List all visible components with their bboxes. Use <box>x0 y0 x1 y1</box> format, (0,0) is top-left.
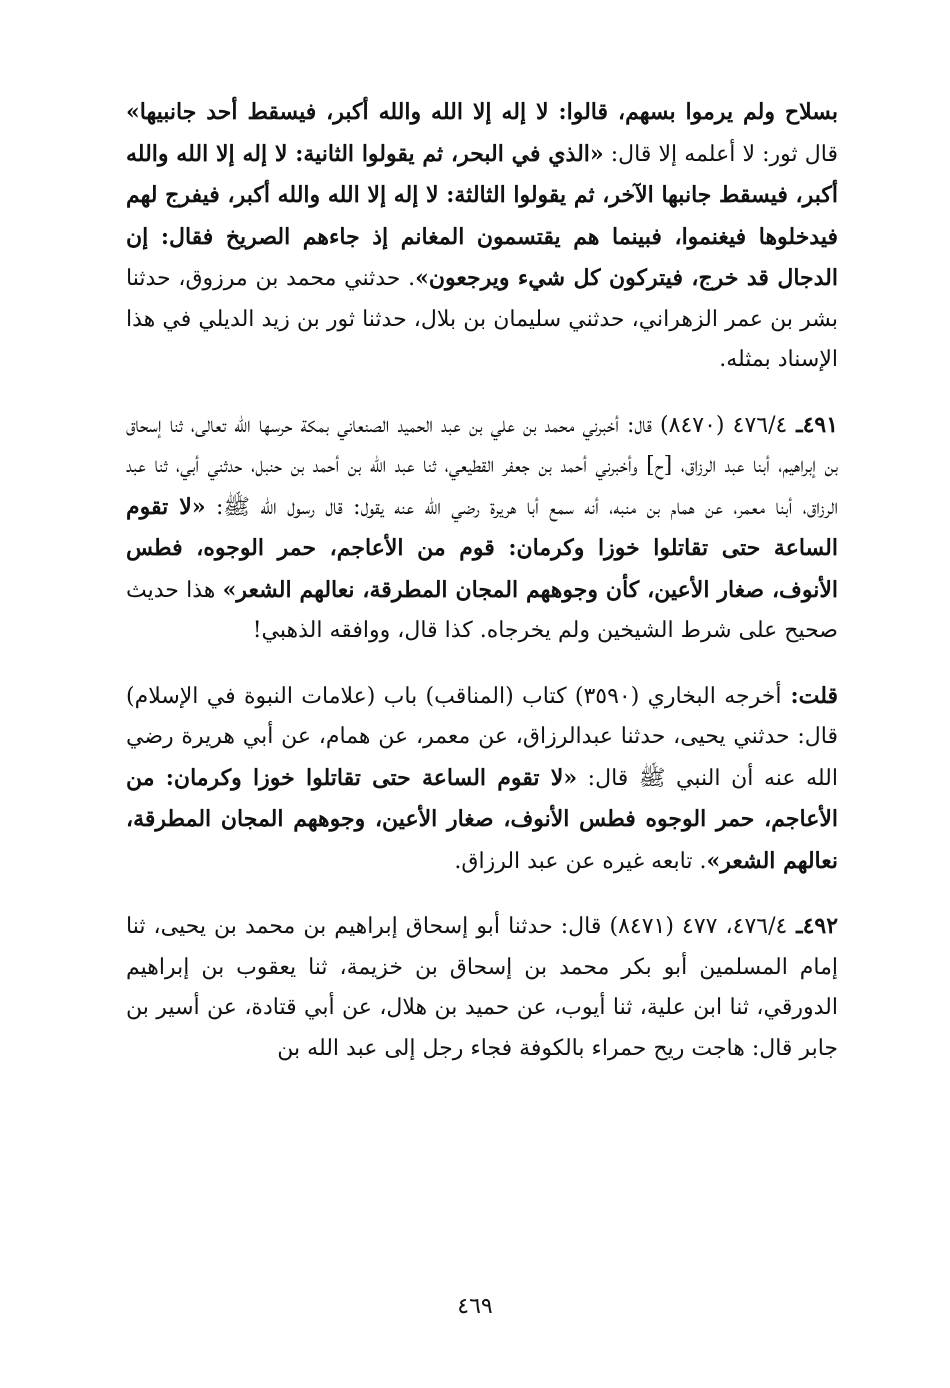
text-span: . تابعه غيره عن عبد الرزاق. <box>454 848 707 874</box>
note-label: قلت: <box>781 682 838 709</box>
page-number: ٤٦٩ <box>457 1294 493 1319</box>
text-span: ٤٧٦/٤ (٨٤٧٠) قال: أخبرني محمد بن علي بن عبد الحميد الصنعاني بمكة حرسها الله تعالى، ثنا إسحاق بن إبراهيم، أبنا عبد الرزاق، [ح] وأخبرني أحمد بن جعفر القطيعي، ثنا عبد الله بن أحمد بن حنبل، حدثني أبي، ثنا عبد الرزاق، أبنا معمر، عن همام بن منبه، أنه سمع أبا هريرة رضي الله عنه يقول: قال رسول الله ﷺ: <box>126 412 838 520</box>
text-span: «لا تقوم الساعة حتى تقاتلوا خوزا وكرمان: من الأعاجم، حمر الوجوه فطس الأنوف، صغار الأعين، وجوههم المجان المطرقة، نعالهم الشعر» <box>126 764 838 874</box>
text-span: «الذي في البحر، ثم يقولوا الثانية: لا إله إلا الله والله أكبر، فيسقط جانبها الآخر، ثم يقولوا الثالثة: لا إله إلا الله والله أكبر، فيفرج لهم فيدخلوها فيغنموا، فبينما هم يقتسمون المغانم إذ جاءهم الصريخ فقال: إن الدجال قد خرج، فيتركون كل شيء ويرجعون» <box>126 140 838 291</box>
text-span: . حدثني محمد بن مرزوق، حدثنا بشر بن عمر الزهراني، حدثني سليمان بن بلال، حدثنا ثور بن زيد الديلي في هذا الإسناد بمثله. <box>126 266 838 372</box>
paragraph-continuation <box>126 92 838 381</box>
text-span: بسلاح ولم يرموا بسهم، قالوا: لا إله إلا الله والله أكبر، فيسقط أحد جانبيها» <box>126 99 838 125</box>
hadith-number: ٤٩٢ـ <box>787 913 839 939</box>
hadith-number: ٤٩١ـ <box>787 411 839 438</box>
text-span: أخرجه البخاري (٣٥٩٠) كتاب (المناقب) باب (علامات النبوة في الإسلام) قال: حدثني يحيى، حدثنا عبدالرزاق، عن معمر، عن همام، عن أبي هريرة رضي الله عنه أن النبي ﷺ قال: <box>126 683 838 791</box>
page-body <box>126 92 838 1069</box>
text-span: هذا حديث صحيح على شرط الشيخين ولم يخرجاه. كذا قال، ووافقه الذهبي! <box>126 577 838 643</box>
text-span: «لا تقوم الساعة حتى تقاتلوا خوزا وكرمان: قوم من الأعاجم، حمر الوجوه، فطس الأنوف، صغار الأعين، كأن وجوههم المجان المطرقة، نعالهم الشعر» <box>126 493 838 603</box>
text-span: قال ثور: لا أعلمه إلا قال: <box>603 141 838 167</box>
paragraph-qultu-note <box>126 676 838 883</box>
paragraph-hadith-491 <box>126 405 838 652</box>
text-span: ٤٧٦/٤، ٤٧٧ (٨٤٧١) قال: حدثنا أبو إسحاق إبراهيم بن محمد بن يحيى، ثنا إمام المسلمين أبو بكر محمد بن إسحاق بن خزيمة، ثنا يعقوب بن إبراهيم الدورقي، ثنا ابن علية، ثنا أيوب، عن حميد بن هلال، عن أبي قتادة، عن أسير بن جابر قال: هاجت ريح حمراء بالكوفة فجاء رجل إلى عبد الله بن <box>126 914 838 1061</box>
paragraph-hadith-492 <box>126 906 838 1069</box>
